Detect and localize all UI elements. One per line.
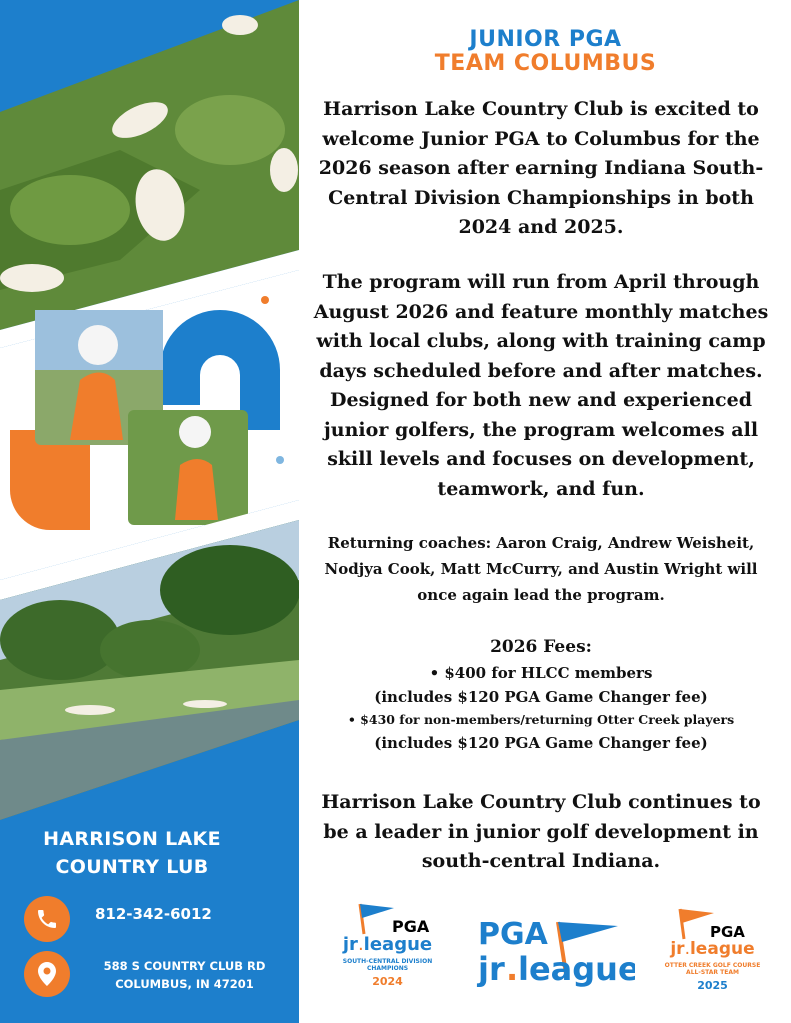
logo-league-text: league [363,934,433,955]
logo-jr-text: jr [670,939,685,959]
fee-nonmember: • $430 for non-members/returning Otter Creek players [347,712,735,727]
logo-sub1: SOUTH-CENTRAL DIVISION [342,958,433,965]
address-line1: 588 S COUNTRY CLUB RD [103,959,266,973]
logo-jr-text: jr [478,950,505,988]
flag-icon [558,922,618,942]
fee-member-note: (includes $120 PGA Game Changer fee) [374,688,708,706]
logo-league-text: league [518,950,635,988]
flag-icon [660,905,765,941]
logo-sub2: ALL-STAR TEAM [686,969,739,976]
logo-year: 2025 [697,979,728,992]
logo-sub2: CHAMPIONS [366,965,409,972]
logo-jr-text: jr [342,934,358,955]
intro-paragraph: Harrison Lake Country Club is excited to welcome Junior PGA to Columbus for the 2026 season after earning Indiana South-Central Division Championships in both 2024 and 2025. [318,98,764,238]
flyer-title [300,28,791,76]
logo-year: 2024 [372,975,403,988]
logo-league-text: league [689,939,755,959]
coaches-paragraph: Returning coaches: Aaron Craig, Andrew Weisheit, Nodjya Cook, Matt McCurry, and Austin Wright will once again lead the program. [324,534,758,604]
title-line1: JUNIOR PGA [469,27,622,52]
phone-number[interactable]: 812-342-6012 [95,905,212,923]
logo-dot: . [506,950,519,988]
sidebar [0,0,299,1023]
logo-sub1: OTTER CREEK GOLF COURSE [664,962,761,969]
club-name-line1: HARRISON LAKE [43,828,221,850]
map-pin-icon [24,951,70,997]
closing-paragraph: Harrison Lake Country Club continues to be a leader in junior golf development in south-central Indiana. [321,791,761,872]
logo-pga-text: PGA [392,917,430,936]
title-line2: TEAM COLUMBUS [434,51,657,76]
address [82,957,287,993]
fees-title: 2026 Fees: [490,637,592,657]
fee-member: • $400 for HLCC members [429,664,653,682]
phone-icon [24,896,70,942]
logo-2025-all-star: PGA jr.league OTTER CREEK GOLF COURSE ALL-STAR TEAM 2025 [660,905,765,1005]
logo-pga-text: PGA [710,923,745,941]
logo-2024-champions: PGA jr.league SOUTH-CENTRAL DIVISION CHAMPIONS 2024 [330,900,445,1000]
logo-pga-text: PGA [478,917,548,952]
logo-pga-jr-league [470,912,635,992]
address-line2: COLUMBUS, IN 47201 [115,977,254,991]
program-paragraph: The program will run from April through August 2026 and feature monthly matches with local clubs, along with training camp days scheduled before and after matches. Designed for both new and experienced junior golfers, the program welcomes all skill levels and focuses on development, teamwork, and fun. [313,271,769,500]
fee-nonmember-note: (includes $120 PGA Game Changer fee) [374,734,708,752]
flag-icon [330,900,445,936]
fees-section [306,633,776,755]
club-name [22,825,242,881]
club-name-line2: COUNTRY LUB [55,856,209,878]
